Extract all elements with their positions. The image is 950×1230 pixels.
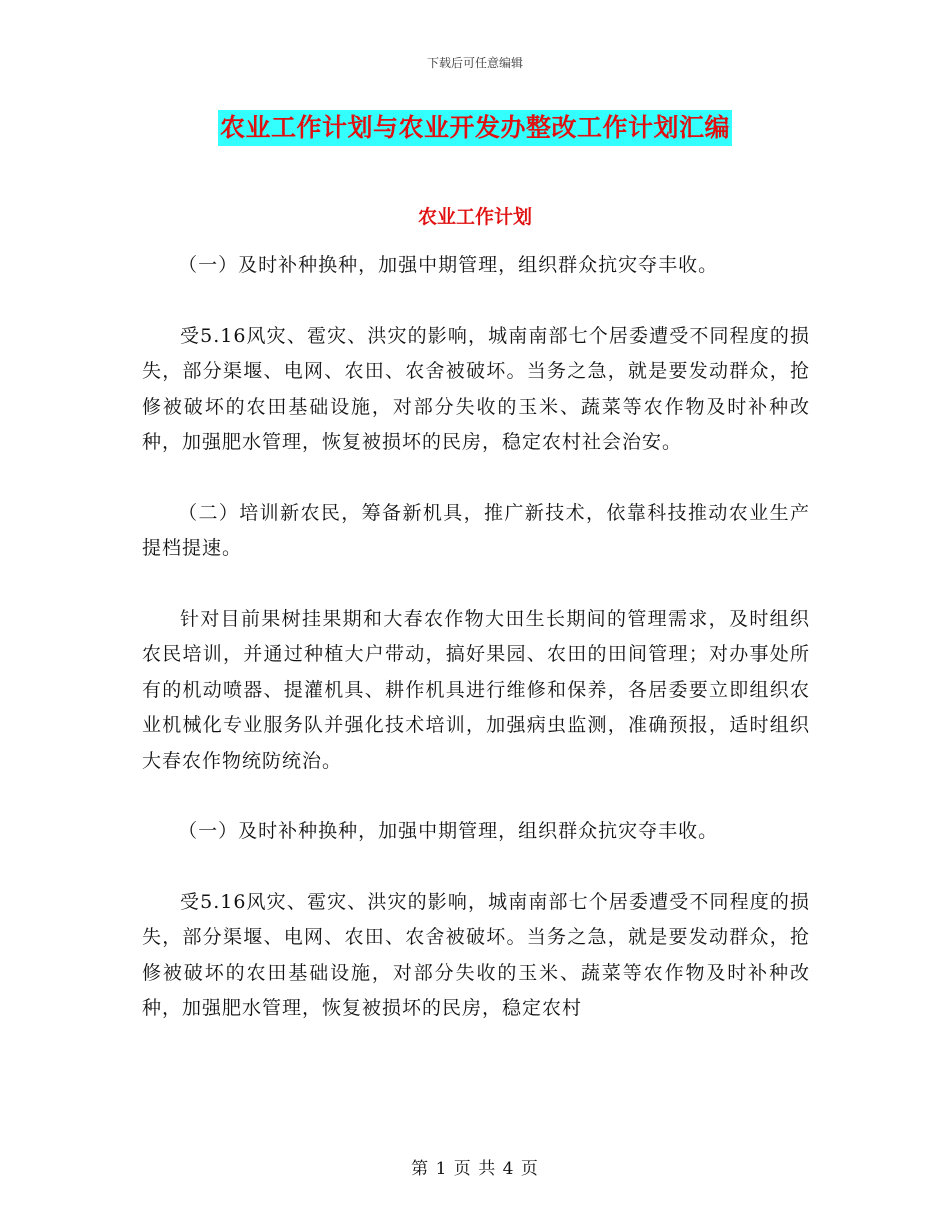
paragraph-body-2: 针对目前果树挂果期和大春农作物大田生长期间的管理需求，及时组织农民培训，并通过种植大户带动，搞好果园、农田的田间管理；对办事处所有的机动喷器、提灌机具、耕作机具进行维修和保养，各居委要立即组织农业机械化专业服务队并强化技术培训，加强病虫监测，准确预报，适时组织大春农作物统防统治。 — [142, 607, 810, 772]
section-title: 农业工作计划 — [417, 206, 532, 228]
document-body — [142, 248, 810, 1027]
paragraph-body-1: 受5.16风灾、雹灾、洪灾的影响，城南南部七个居委遭受不同程度的损失，部分渠堰、电网、农田、农舍被破坏。当务之急，就是要发动群众，抢修被破坏的农田基础设施，对部分失收的玉米、蔬菜等农作物及时补种改种，加强肥水管理，恢复被损坏的民房，稳定农村社会治安。 — [142, 324, 810, 453]
document-title-container — [0, 110, 950, 146]
paragraph-heading-2: （二）培训新农民，筹备新机具，推广新技术，依靠科技推动农业生产提档提速。 — [142, 501, 810, 559]
paragraph-heading-3: （一）及时补种换种，加强中期管理，组织群众抗灾夺丰收。 — [178, 820, 719, 842]
header-note: 下载后可任意编辑 — [426, 56, 523, 70]
document-title: 农业工作计划与农业开发办整改工作计划汇编 — [218, 110, 732, 146]
page-number: 第 1 页 共 4 页 — [411, 1159, 539, 1179]
paragraph-body-3: 受5.16风灾、雹灾、洪灾的影响，城南南部七个居委遭受不同程度的损失，部分渠堰、电网、农田、农舍被破坏。当务之急，就是要发动群众，抢修被破坏的农田基础设施，对部分失收的玉米、蔬菜等农作物及时补种改种，加强肥水管理，恢复被损坏的民房，稳定农村 — [142, 890, 810, 1019]
paragraph-heading-1: （一）及时补种换种，加强中期管理，组织群众抗灾夺丰收。 — [178, 254, 719, 276]
